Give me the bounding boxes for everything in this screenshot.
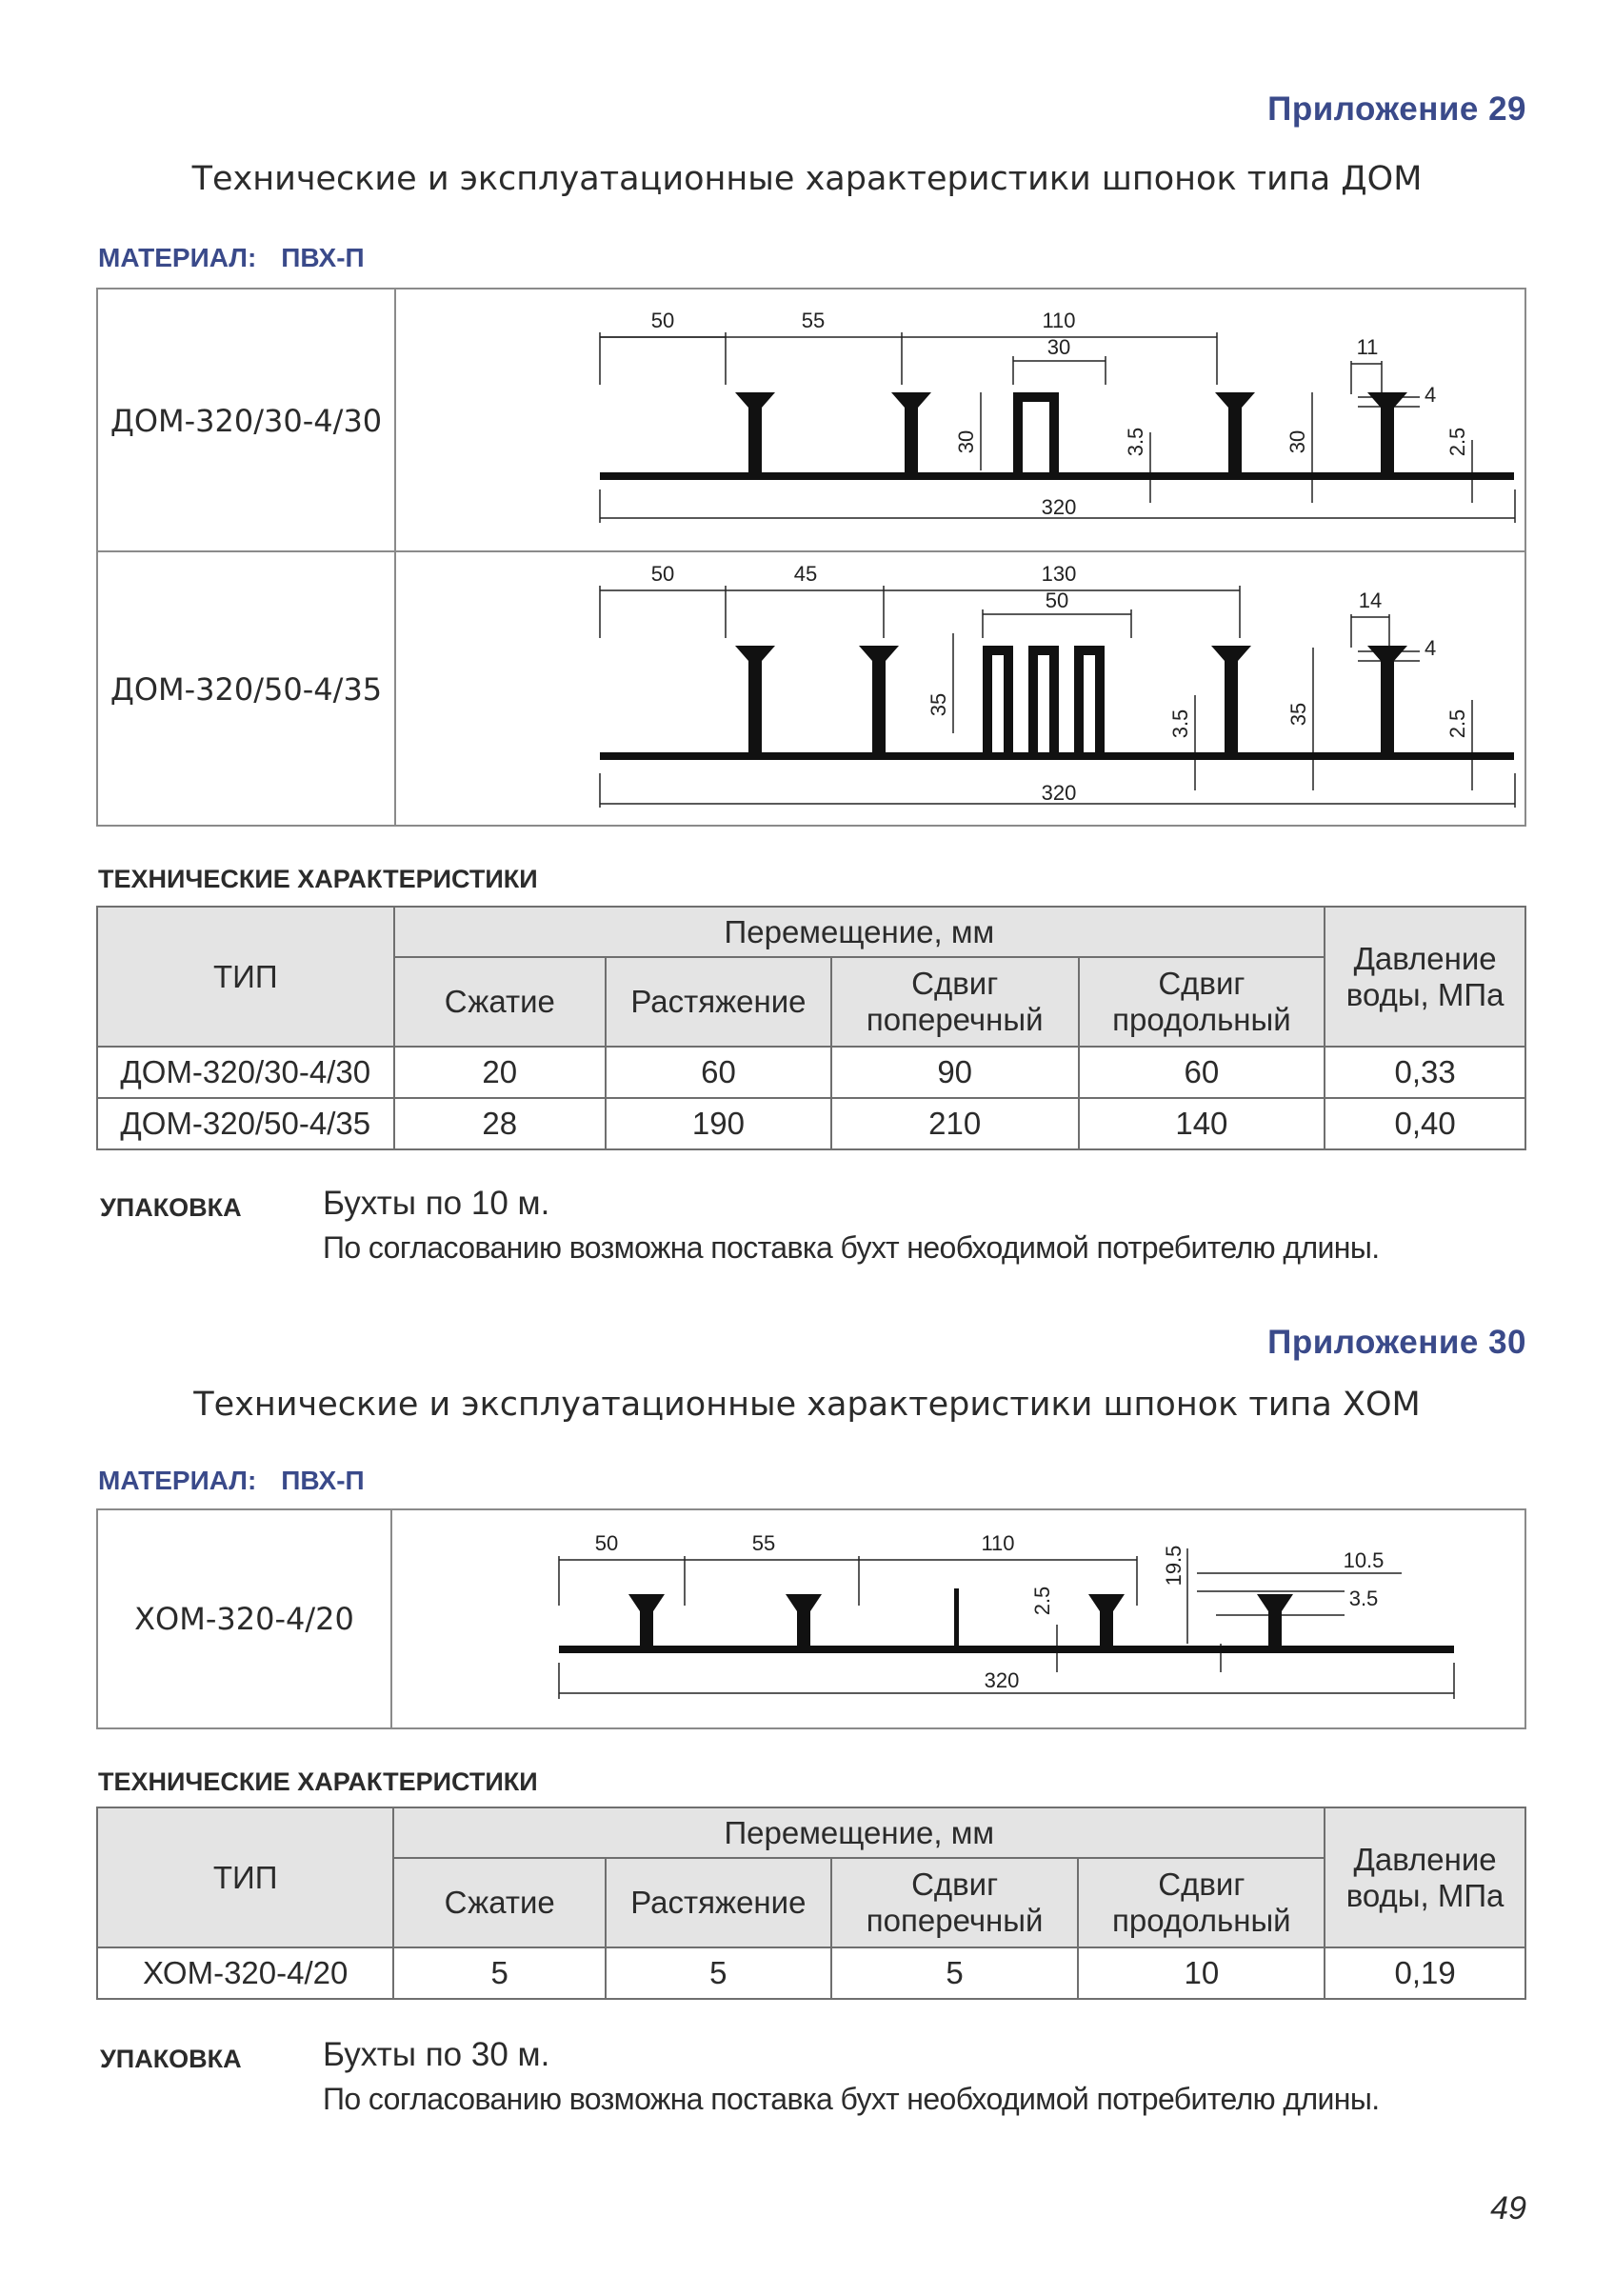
dim-a: 50	[650, 309, 675, 332]
appendix-29-heading: Технические и эксплуатационные характеристики шпонок типа ДОМ	[191, 160, 1423, 198]
dim-f: 4	[1425, 636, 1437, 660]
profile-drawing-dom-320-50	[396, 552, 1526, 827]
dim-total: 320	[1041, 781, 1077, 805]
appendix-29-pack-line1: Бухты по 10 м.	[323, 1185, 550, 1222]
col-pressure-header: Давление воды, МПа	[1325, 907, 1525, 1047]
cell-shear-cross: 90	[831, 1047, 1079, 1098]
col-group-header: Перемещение, мм	[393, 1807, 1325, 1858]
cell-shear-long: 60	[1079, 1047, 1325, 1098]
table-row	[97, 1098, 1525, 1149]
cell-pressure: 0,19	[1325, 1947, 1525, 1999]
dim-w2: 3.5	[1348, 1587, 1379, 1610]
col-shear-long-header: Сдвиг продольный	[1078, 1858, 1325, 1947]
cell-compress: 28	[394, 1098, 607, 1149]
appendix-30-pack-label: УПАКОВКА	[100, 2045, 242, 2073]
cell-shear-cross: 5	[831, 1947, 1079, 1999]
cell-tension: 5	[606, 1947, 831, 1999]
table-row	[97, 1047, 1525, 1098]
dim-h1: 30	[954, 429, 978, 454]
anchor-rib	[735, 392, 775, 476]
appendix-29-pack-line2: По согласованию возможна поставка бухт необходимой потребителю длины.	[323, 1230, 1380, 1265]
dim-d: 50	[1045, 589, 1069, 612]
appendix-30-pack-line2: По согласованию возможна поставка бухт необходимой потребителю длины.	[323, 2082, 1380, 2116]
appendix-29-pack-label: УПАКОВКА	[100, 1193, 242, 1222]
appendix-30-heading: Технические и эксплуатационные характеристики шпонок типа ХОМ	[193, 1386, 1421, 1424]
anchor-rib	[1211, 646, 1251, 752]
appendix-30-specs-heading: ТЕХНИЧЕСКИЕ ХАРАКТЕРИСТИКИ	[98, 1767, 538, 1796]
col-shear-cross-header: Сдвиг поперечный	[831, 1858, 1079, 1947]
appendix-29-specs-table	[96, 906, 1526, 1150]
col-tension-header: Растяжение	[606, 1858, 831, 1947]
col-compress-header: Сжатие	[394, 957, 607, 1047]
material-value: ПВХ-П	[281, 243, 365, 272]
dim-h4: 2.5	[1445, 427, 1469, 457]
dim-a: 50	[594, 1531, 619, 1555]
anchor-rib	[1367, 392, 1407, 476]
dim-h1: 35	[927, 692, 950, 717]
appendix-30-specs-table	[96, 1807, 1526, 2000]
dim-h3: 35	[1286, 702, 1310, 727]
dim-total: 320	[1041, 495, 1077, 519]
dim-e: 14	[1358, 589, 1383, 612]
dim-total: 320	[984, 1668, 1020, 1692]
anchor-rib	[1088, 1594, 1125, 1646]
dim-b: 55	[801, 309, 826, 332]
col-compress-header: Сжатие	[393, 1858, 606, 1947]
dim-c: 110	[1042, 309, 1076, 332]
cell-shear-long: 140	[1079, 1098, 1325, 1149]
appendix-30-pack-line1: Бухты по 30 м.	[323, 2036, 550, 2073]
cell-type: ДОМ-320/50-4/35	[97, 1098, 394, 1149]
appendix-30-material	[98, 1466, 389, 1496]
anchor-rib	[628, 1594, 665, 1646]
table-row	[97, 1947, 1525, 1999]
anchor-rib	[859, 646, 899, 752]
appendix-30-profiles-box	[96, 1508, 1526, 1729]
appendix-29-material	[98, 243, 389, 273]
cell-pressure: 0,33	[1325, 1047, 1525, 1098]
cell-shear-long: 10	[1078, 1947, 1325, 1999]
profile-drawing-hom-320	[392, 1510, 1526, 1727]
dim-c: 110	[981, 1531, 1015, 1555]
dim-e: 11	[1356, 335, 1379, 359]
col-tension-header: Растяжение	[606, 957, 831, 1047]
cell-tension: 60	[606, 1047, 831, 1098]
col-shear-long-header: Сдвиг продольный	[1079, 957, 1325, 1047]
dim-h2: 3.5	[1168, 709, 1192, 739]
cell-pressure: 0,40	[1325, 1098, 1525, 1149]
anchor-rib	[1257, 1594, 1293, 1646]
dim-h2: 3.5	[1124, 427, 1147, 457]
cell-compress: 20	[394, 1047, 607, 1098]
cell-type: ХОМ-320-4/20	[97, 1947, 393, 1999]
appendix-29-specs-heading: ТЕХНИЧЕСКИЕ ХАРАКТЕРИСТИКИ	[98, 865, 538, 893]
anchor-rib	[1215, 392, 1255, 476]
anchor-rib	[1367, 646, 1407, 752]
anchor-rib	[891, 392, 931, 476]
profile-name-hom-320: ХОМ-320-4/20	[98, 1510, 392, 1727]
dim-a: 50	[650, 562, 675, 586]
cell-tension: 190	[606, 1098, 831, 1149]
dim-c: 130	[1041, 562, 1077, 586]
dim-h3: 30	[1285, 429, 1309, 454]
appendix-30-title: Приложение 30	[1267, 1324, 1526, 1361]
anchor-rib	[786, 1594, 822, 1646]
profile-name-dom-320-30: ДОМ-320/30-4/30	[98, 289, 396, 552]
col-pressure-header: Давление воды, МПа	[1325, 1807, 1525, 1947]
col-type-header: ТИП	[97, 907, 394, 1047]
col-shear-cross-header: Сдвиг поперечный	[831, 957, 1079, 1047]
cell-compress: 5	[393, 1947, 606, 1999]
cell-shear-cross: 210	[831, 1098, 1079, 1149]
dim-b: 45	[793, 562, 818, 586]
material-label: МАТЕРИАЛ:	[98, 243, 257, 272]
profile-name-dom-320-50: ДОМ-320/50-4/35	[98, 552, 396, 827]
dim-h1: 19.5	[1162, 1545, 1186, 1587]
col-group-header: Перемещение, мм	[394, 907, 1325, 957]
material-value: ПВХ-П	[281, 1466, 365, 1495]
dim-d: 30	[1046, 335, 1071, 359]
anchor-rib	[735, 646, 775, 752]
appendix-29-title: Приложение 29	[1267, 90, 1526, 128]
appendix-29-profiles-box	[96, 288, 1526, 827]
dim-b: 55	[751, 1531, 776, 1555]
material-label: МАТЕРИАЛ:	[98, 1466, 257, 1495]
page-number: 49	[1490, 2190, 1526, 2226]
dim-f: 4	[1425, 383, 1437, 407]
col-type-header: ТИП	[97, 1807, 393, 1947]
profile-drawing-dom-320-30	[396, 289, 1526, 550]
dim-h2: 2.5	[1030, 1586, 1054, 1616]
dim-h4: 2.5	[1445, 709, 1469, 739]
dim-w1: 10.5	[1343, 1548, 1385, 1572]
cell-type: ДОМ-320/30-4/30	[97, 1047, 394, 1098]
